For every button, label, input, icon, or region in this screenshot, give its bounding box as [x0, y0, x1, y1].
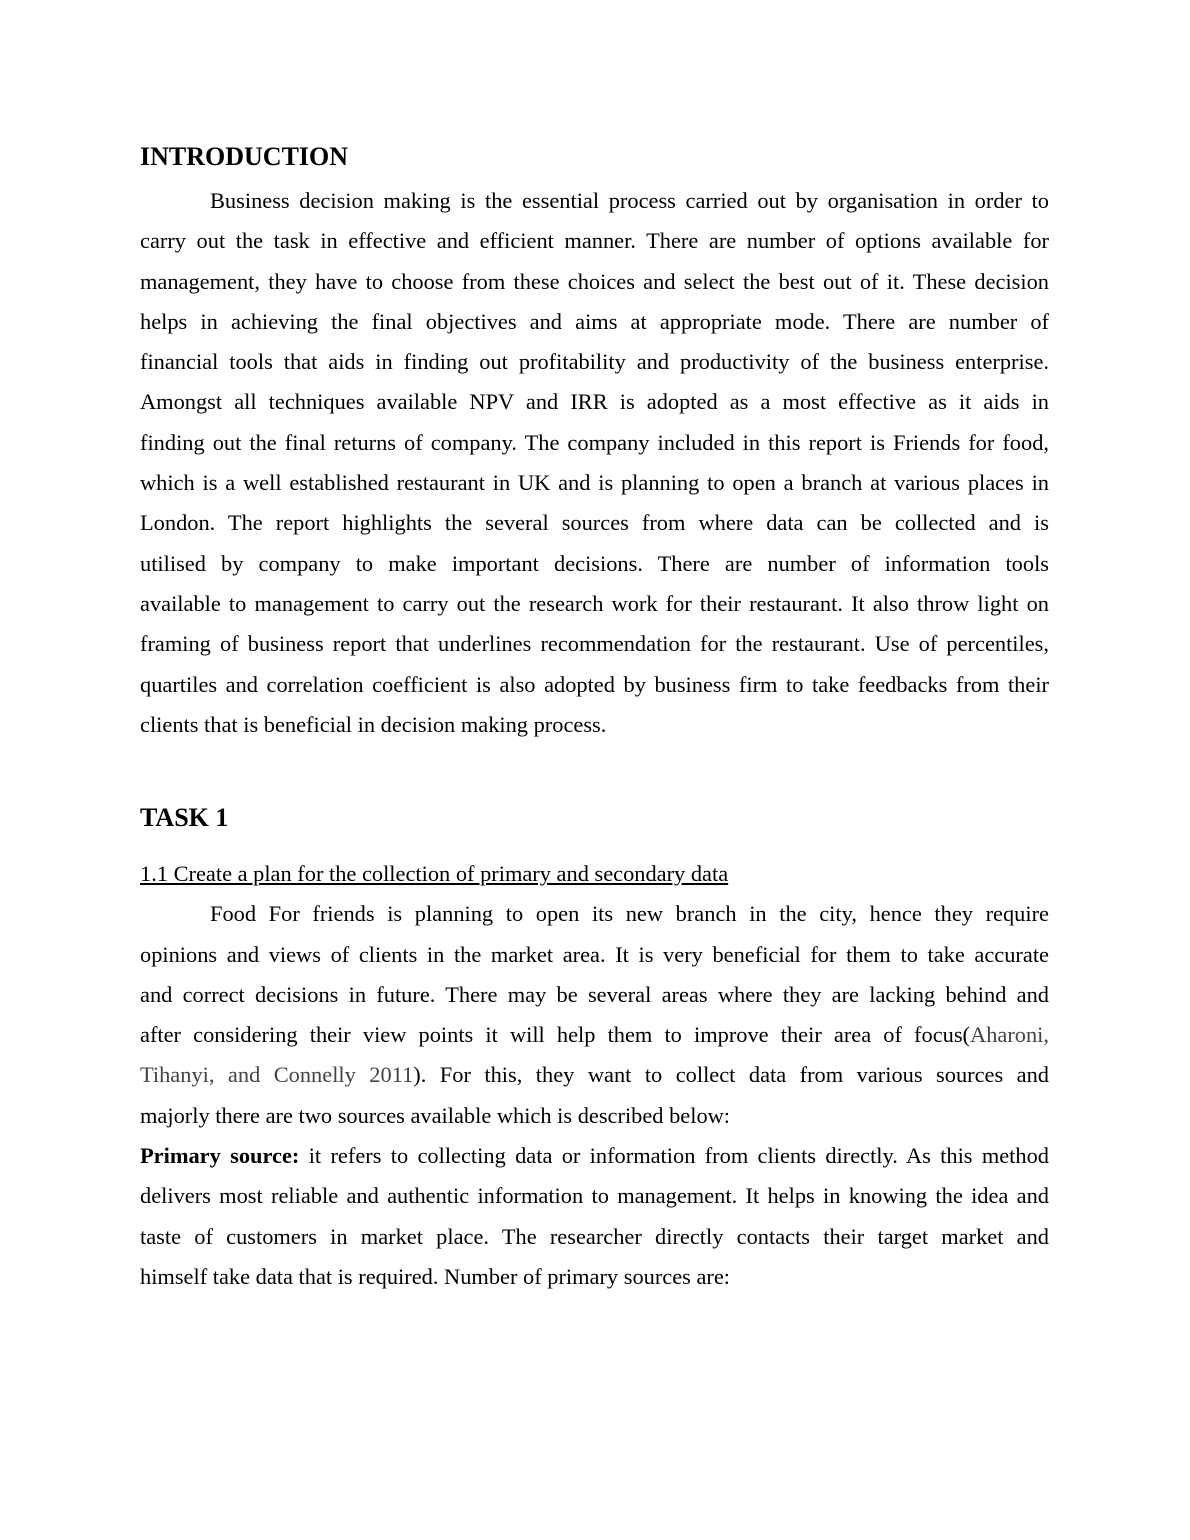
text-line: Amongst all techniques available NPV and IRR is adopted as a most effective as it aids in: [140, 389, 1049, 415]
text-line: carry out the task in effective and efficient manner. There are number of options available for: [140, 228, 1049, 254]
section-subheading: 1.1 Create a plan for the collection of primary and secondary data: [140, 861, 729, 886]
citation: Tihanyi, and Connelly 2011: [140, 1062, 414, 1088]
text-line: opinions and views of clients in the market area. It is very beneficial for them to take accurate: [140, 941, 1049, 967]
text-line: [140, 1055, 1049, 1095]
text-line: Business decision making is the essential process carried out by organisation in order to: [210, 188, 1049, 213]
task1-heading: TASK 1: [140, 803, 229, 832]
introduction-paragraph: [140, 181, 1049, 745]
text-line: [140, 1015, 1049, 1055]
text-line: management, they have to choose from these choices and select the best out of it. These decision: [140, 268, 1049, 294]
citation: Aharoni,: [970, 1022, 1049, 1048]
text-line: taste of customers in market place. The researcher directly contacts their target market and: [140, 1223, 1049, 1249]
text-line: finding out the final returns of company. The company included in this report is Friends for food,: [140, 429, 1049, 455]
text-line: Food For friends is planning to open its new branch in the city, hence they require: [210, 901, 1049, 927]
text-line: available to management to carry out the research work for their restaurant. It also throw light on: [140, 590, 1049, 616]
text-line: framing of business report that underlines recommendation for the restaurant. Use of percentiles,: [140, 631, 1049, 657]
text-line: and correct decisions in future. There may be several areas where they are lacking behind and: [140, 981, 1049, 1007]
text-segment: after considering their view points it will help them to improve their area of focus(: [140, 1022, 971, 1048]
text-line: quartiles and correlation coefficient is also adopted by business firm to take feedbacks from their: [140, 671, 1049, 697]
text-line: London. The report highlights the several sources from where data can be collected and is: [140, 510, 1049, 536]
text-segment: ). For this, they want to collect data from various sources and: [413, 1062, 1049, 1088]
text-segment: it refers to collecting data or information from clients directly. As this method: [299, 1143, 1049, 1169]
text-line: which is a well established restaurant in UK and is planning to open a branch at various places in: [140, 470, 1049, 496]
primary-source-label: Primary source:: [140, 1143, 300, 1169]
text-line: utilised by company to make important decisions. There are number of information tools: [140, 550, 1049, 576]
text-line: majorly there are two sources available which is described below:: [140, 1102, 731, 1128]
text-line: delivers most reliable and authentic information to management. It helps in knowing the idea and: [140, 1183, 1049, 1209]
text-line: himself take data that is required. Number of primary sources are:: [140, 1263, 731, 1289]
text-line: helps in achieving the final objectives and aims at appropriate mode. There are number of: [140, 308, 1049, 334]
text-line: [140, 1136, 1049, 1176]
text-line: financial tools that aids in finding out profitability and productivity of the business enterprise.: [140, 349, 1049, 375]
text-line: clients that is beneficial in decision making process.: [140, 711, 607, 737]
introduction-heading: INTRODUCTION: [140, 142, 349, 171]
task1-section: [140, 854, 1049, 1297]
